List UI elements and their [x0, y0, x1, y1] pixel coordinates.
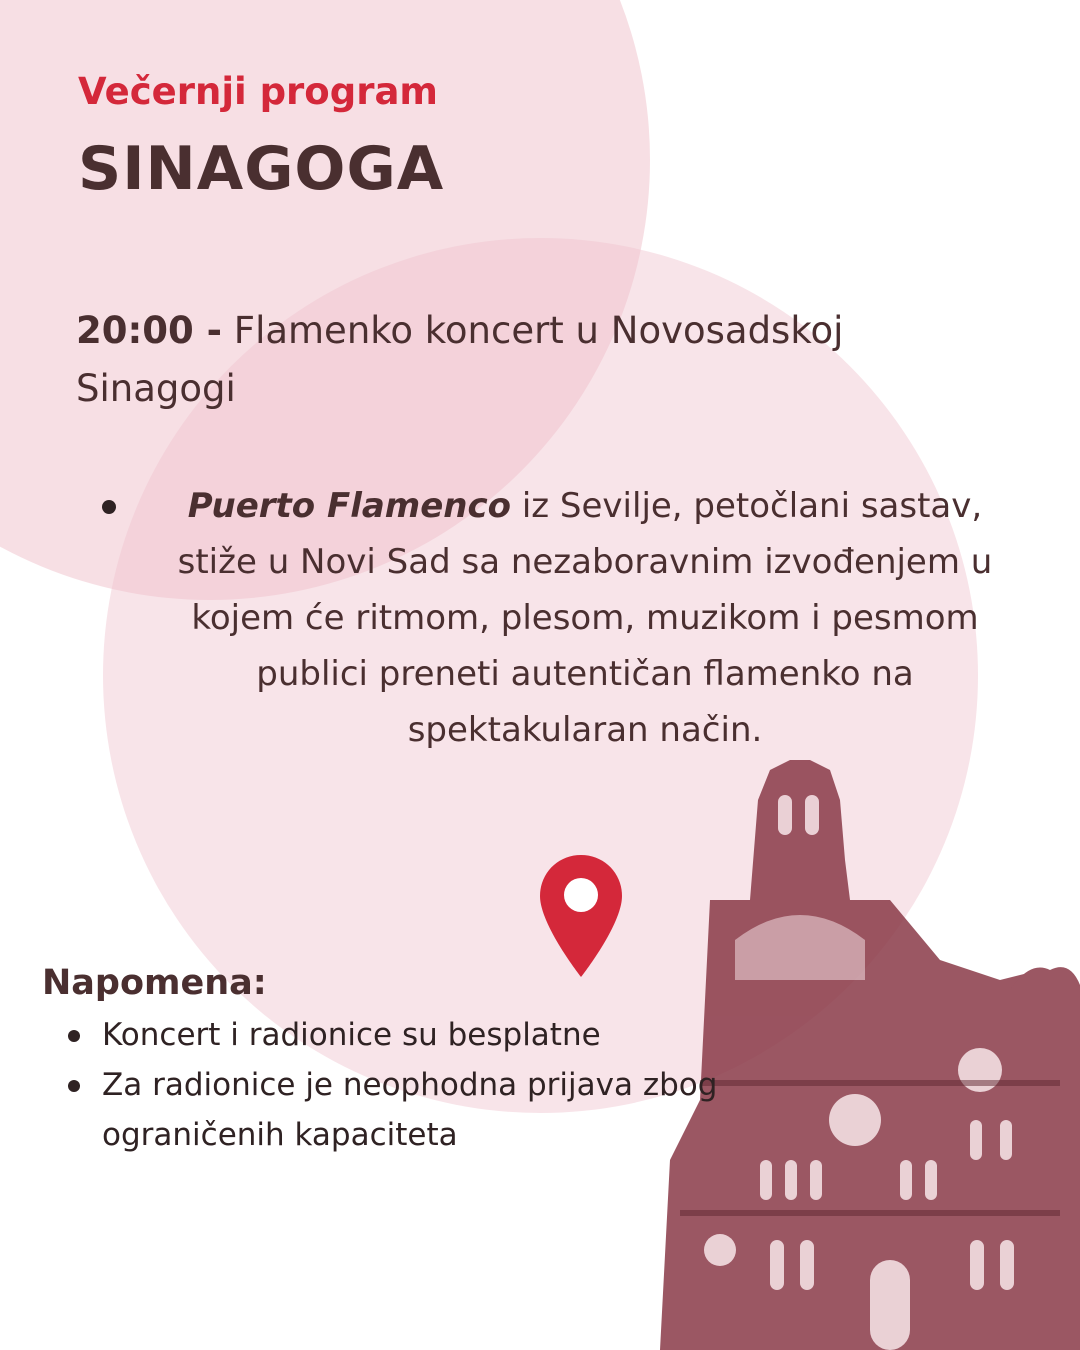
note-title: Napomena:: [42, 963, 267, 1003]
list-item: [102, 1010, 742, 1060]
bullet-icon: [68, 1080, 80, 1092]
note-list: [102, 1010, 742, 1160]
event-description: [150, 478, 1020, 758]
event-line: [76, 302, 956, 418]
event-text: Flamenko koncert u Novosadskoj Sinagogi: [76, 309, 844, 410]
list-item: [102, 1060, 742, 1160]
performer-name: Puerto Flamenco: [187, 486, 512, 526]
bullet-icon: [68, 1030, 80, 1042]
event-time: 20:00 -: [76, 309, 223, 352]
description-text: iz Sevilje, petočlani sastav, stiže u Novi Sad sa nezaboravnim izvođenjem u kojem će ritmom, plesom, muzikom i pesmom publici preneti autentičan flamenko na spektakularan način.: [177, 486, 993, 750]
note-item-text: Koncert i radionice su besplatne: [102, 1017, 601, 1053]
page-title: SINAGOGA: [78, 134, 445, 204]
location-pin-icon: [538, 853, 624, 979]
bullet-icon: [102, 500, 116, 514]
note-item-text: Za radionice je neophodna prijava zbog ograničenih kapaciteta: [102, 1067, 718, 1153]
program-subtitle: Večernji program: [78, 70, 438, 113]
